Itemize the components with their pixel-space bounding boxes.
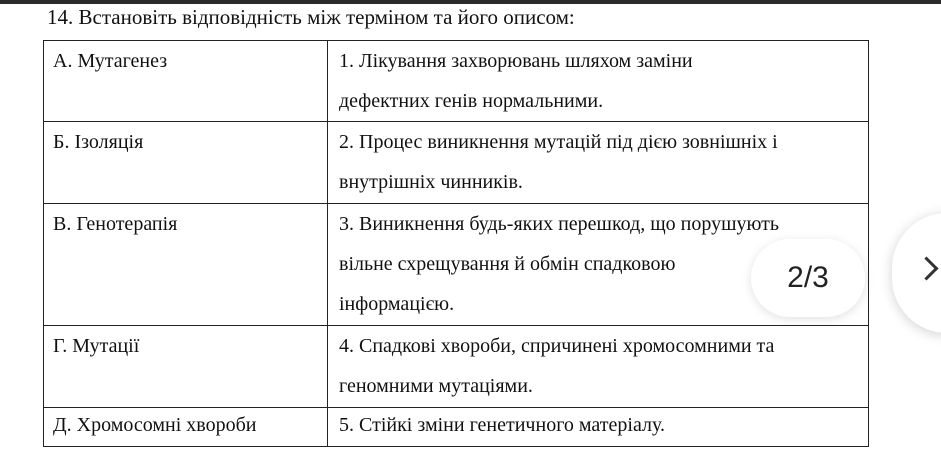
description-line: 4. Спадкові хвороби, спричинені хромосомними та [339,335,775,357]
term-cell: А. Мутагенез [44,41,328,122]
description-cell [328,122,869,204]
description-cell [328,41,869,122]
chevron-right-icon [914,256,938,280]
description-line: інформацією. [339,293,455,315]
description-line: вільне схрещування й обмін спадковою [339,253,676,275]
matching-table [43,40,869,447]
page-indicator: 2/3 [751,239,865,317]
table-row [44,122,869,204]
term-cell: Д. Хромосомні хвороби [44,408,328,447]
term-cell: Б. Ізоляція [44,122,328,204]
table-row [44,204,869,326]
description-line: внутрішніх чинників. [339,171,523,193]
term-cell: Г. Мутації [44,326,328,408]
description-line: 1. Лікування захворювань шляхом заміни [339,50,693,72]
table-row [44,326,869,408]
description-cell [328,326,869,408]
table-row [44,408,869,447]
next-page-button[interactable] [892,213,941,333]
description-line: 3. Виникнення будь-яких перешкод, що порушують [339,213,780,235]
description-line: дефектних генів нормальними. [339,90,604,112]
question-text: 14. Встановіть відповідність між терміном та його описом: [47,5,575,29]
table-row [44,41,869,122]
description-line: 2. Процес виникнення мутацій під дією зовнішніх і [339,131,778,153]
description-line: 5. Стійкі зміни генетичного матеріалу. [339,414,665,436]
description-cell [328,408,869,447]
term-cell: В. Генотерапія [44,204,328,326]
description-line: геномними мутаціями. [339,375,533,397]
